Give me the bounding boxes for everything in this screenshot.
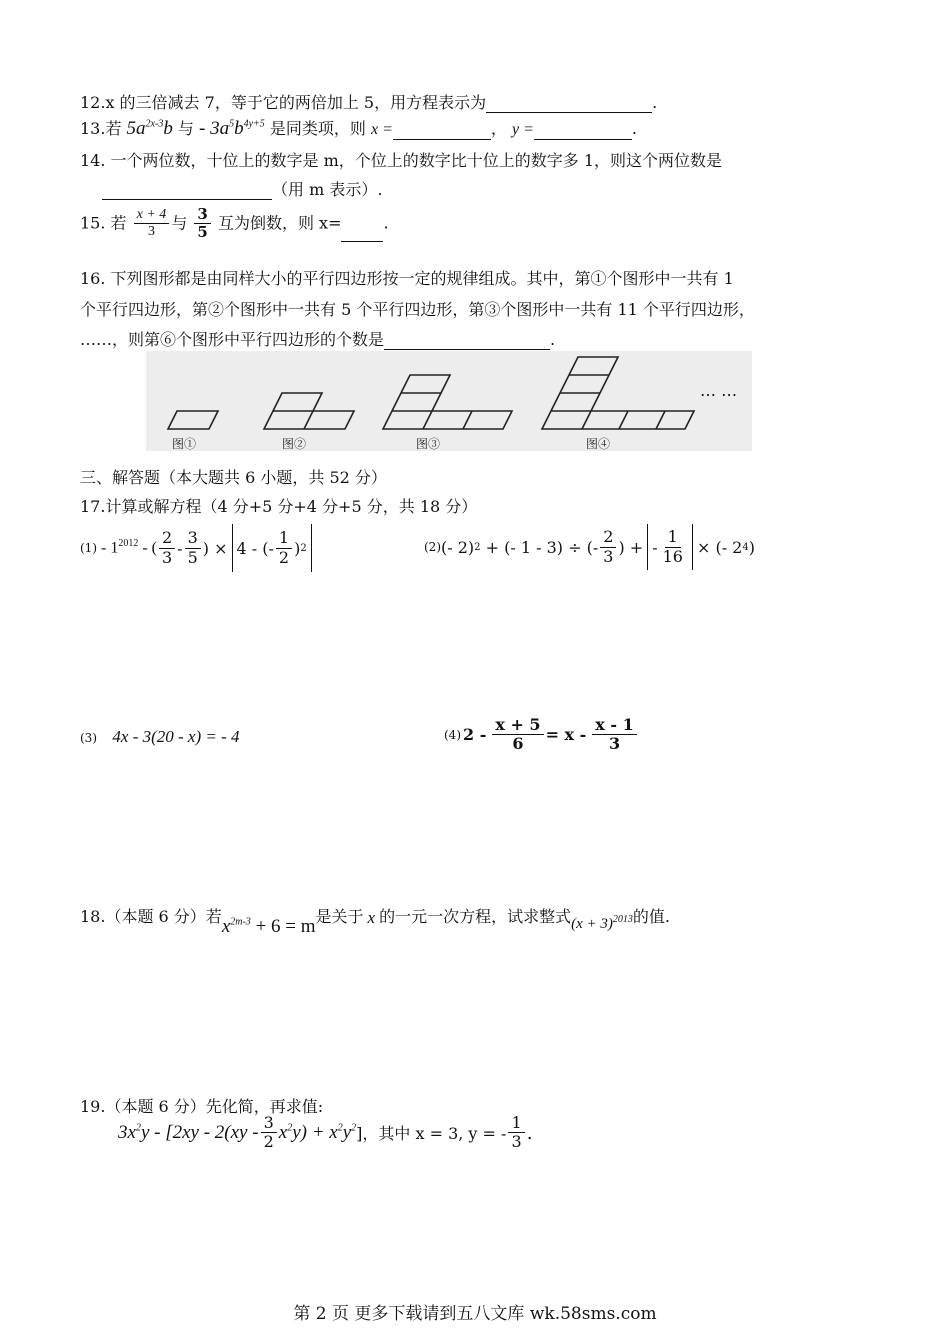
page-footer: 第 2 页 更多下载请到五八文库 wk.58sms.com	[293, 1304, 657, 1324]
y-label: y =	[512, 121, 534, 138]
expr: $3x^2y - [2xy - 2(xy$ -	[118, 1121, 259, 1143]
answer-blank[interactable]	[384, 349, 550, 350]
q15-suffix: 互为倒数，则 x=	[217, 213, 342, 233]
fraction: $\frac{1}{2}$	[276, 529, 292, 567]
variable: x	[367, 908, 376, 927]
q15-mid: 与	[171, 213, 188, 233]
part-label: (3)	[80, 731, 97, 745]
expr: 2 -	[463, 725, 487, 745]
q13-suffix: 是同类项，则	[269, 119, 366, 138]
equation: 4x - 3(20 - x) = - 4	[112, 727, 240, 746]
operator: ) ×	[202, 538, 228, 558]
fraction-1: $\frac{x + 4}{3}$	[134, 207, 170, 240]
term-1: $5a^{2x-3}b$	[126, 118, 173, 139]
fig3-column	[392, 375, 450, 411]
q18-suffix: 的值.	[632, 907, 670, 926]
part-label: (1)	[80, 541, 97, 555]
fig1-parallelogram	[168, 411, 218, 429]
fraction: $\frac{2}{3}$	[159, 529, 175, 567]
answer-blank[interactable]	[341, 241, 383, 242]
q14-line2-text: （用 m 表示）.	[272, 180, 383, 199]
q18-mid2: 的一元一次方程，试求整式	[379, 907, 572, 926]
operator: -	[177, 538, 183, 558]
fig2-top-cell	[273, 393, 322, 411]
answer-blank[interactable]	[486, 112, 652, 113]
fraction: $\frac{1}{3}$	[508, 1114, 524, 1152]
expr: × (- 2	[696, 537, 743, 557]
question-18	[80, 904, 670, 938]
question-14-line2	[102, 177, 382, 200]
question-15: 15. 若 $\frac{x + 4}{3}$ 与 $\frac{3}{5}$ 互为倒数，则 x= .	[80, 205, 389, 242]
q16-line3-text: ……，则第⑥个图形中平行四边形的个数是	[80, 330, 385, 349]
figure-label-2: 图②	[282, 437, 307, 451]
expr: $x^2y) + x^2y^2$	[278, 1121, 357, 1143]
absolute-value: - $\frac{1}{16}$	[647, 524, 693, 570]
expr: = x -	[545, 725, 587, 745]
question-16-line1: 16. 下列图形都是由同样大小的平行四边形按一定的规律组成。其中，第①个图形中一共有 1	[80, 269, 734, 288]
answer-blank-y[interactable]	[534, 139, 632, 140]
bracket-expr: 4 - (- $\frac{1}{2}$ ) 2	[232, 524, 312, 572]
fraction: $\frac{x - 1}{3}$	[592, 716, 636, 754]
q17-part-1	[80, 524, 312, 572]
x-label: x =	[371, 121, 393, 138]
continuation-dots: … …	[700, 381, 738, 400]
question-16-line2: 个平行四边形，第②个图形中一共有 5 个平行四边形，第③个图形中一共有 11 个平行四边形，	[80, 300, 755, 319]
q18-mid1: 是关于	[315, 907, 364, 926]
q13-mid: 与	[177, 119, 194, 138]
parallelogram-pattern-figure	[146, 351, 752, 451]
q15-prefix: 15. 若	[80, 213, 127, 233]
part-label: (4)	[444, 727, 461, 742]
fraction: $\frac{x + 5}{6}$	[492, 716, 543, 754]
expr: (- 2)	[441, 537, 475, 557]
fig4-column	[551, 357, 618, 411]
fraction: $\frac{1}{16}$	[662, 527, 683, 566]
answer-blank[interactable]	[102, 199, 272, 200]
q18-prefix: 18.（本题 6 分）若	[80, 907, 222, 926]
fraction: $\frac{2}{3}$	[600, 528, 616, 566]
operator: ) +	[618, 537, 644, 557]
question-19-expression: $3x^2y - [2xy - 2(xy$ - $\frac{3}{2}$ $x^2y) + x^2y^2$ ]，其中 x = 3, y = - $\frac{1}{3}$ .	[118, 1113, 533, 1152]
question-16-line3: ……，则第⑥个图形中平行四边形的个数是 .	[80, 330, 556, 349]
fraction: $\frac{3}{2}$	[261, 1114, 277, 1152]
condition: ]，其中 x = 3, y = -	[356, 1124, 507, 1144]
part-label: (2)	[424, 540, 441, 554]
figure-label-4: 图④	[586, 437, 611, 451]
expr: + (- 1 - 3) ÷ (-	[485, 537, 599, 557]
question-12: 12.x 的三倍减去 7，等于它的两倍加上 5，用方程表示为 .	[80, 93, 658, 112]
question-17-title: 17.计算或解方程（4 分+5 分+4 分+5 分，共 18 分）	[80, 497, 478, 516]
answer-blank-x[interactable]	[393, 139, 491, 140]
fig4-bottom-row	[542, 411, 694, 429]
fraction: $\frac{3}{5}$	[185, 529, 201, 567]
equation: $x^{2m-3} + 6 = m$	[221, 916, 316, 937]
pattern-drawing	[146, 351, 752, 451]
fig2-bottom-row	[264, 411, 354, 429]
expr: - $1^{2012}$ - (	[101, 538, 157, 557]
question-14-line1: 14. 一个两位数，十位上的数字是 m，个位上的数字比十位上的数字多 1，则这个两位数是	[80, 151, 723, 170]
q12-text: 12.x 的三倍减去 7，等于它的两倍加上 5，用方程表示为	[80, 93, 487, 112]
figure-label-3: 图③	[416, 437, 441, 451]
q17-part-2: (2) (- 2) 2 + (- 1 - 3) ÷ (- $\frac{2}{3}$ ) + - $\frac{1}{16}$ × (- 2 4 )	[424, 524, 755, 570]
q17-part-3	[80, 727, 240, 747]
figure-label-1: 图①	[172, 437, 197, 451]
section-heading: 三、解答题（本大题共 6 小题，共 52 分）	[80, 468, 387, 487]
q13-prefix: 13.若	[80, 119, 122, 138]
q17-part-4	[444, 716, 639, 754]
expression: $(x + 3)^{2013}$	[571, 914, 633, 932]
term-2: - $3a^5b^{4y+5}$	[199, 118, 265, 139]
fig3-bottom-row	[383, 411, 512, 429]
question-13: 13.若 $5a^{2x-3}b$ 与 - $3a^5b^{4y+5}$ 是同类项，则 x = ， y = .	[80, 118, 637, 139]
fraction-2: $\frac{3}{5}$	[194, 206, 210, 242]
question-19-title: 19.（本题 6 分）先化简，再求值:	[80, 1097, 324, 1116]
